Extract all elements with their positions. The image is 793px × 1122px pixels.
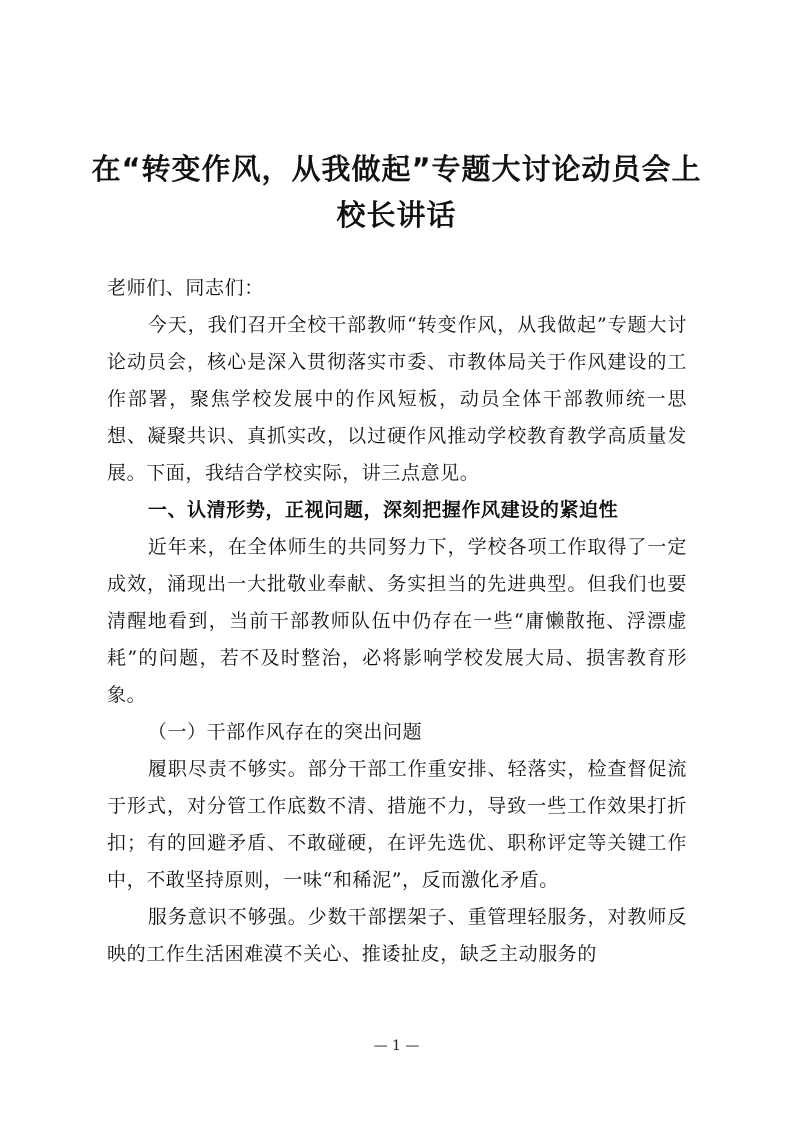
document-title: 在“转变作风，从我做起”专题大讨论动员会上校长讲话 xyxy=(91,152,702,232)
salutation: 老师们、同志们： xyxy=(107,277,264,299)
section-heading-1: 一、认清形势，正视问题，深刻把握作风建设的紧迫性 xyxy=(147,499,619,521)
document-body xyxy=(107,270,687,973)
section-1-paragraph: 近年来，在全体师生的共同努力下，学校各项工作取得了一定成效，涌现出一大批敬业奉献、务实担当的先进典型。但我们也要清醒地看到，当前干部教师队伍中仍存在一些“庸懒散拖、浮漂虚耗”的问题，若不及时整治，必将影响学校发展大局、损害教育形象。 xyxy=(107,536,687,706)
problem-paragraph-1: 履职尽责不够实。部分干部工作重安排、轻落实，检查督促流于形式，对分管工作底数不清、措施不力，导致一些工作效果打折扣；有的回避矛盾、不敢碰硬，在评先选优、职称评定等关键工作中，不敢坚持原则，一味“和稀泥”，反而激化矛盾。 xyxy=(107,758,687,891)
intro-paragraph: 今天，我们召开全校干部教师“转变作风，从我做起”专题大讨论动员会，核心是深入贯彻落实市委、市教体局关于作风建设的工作部署，聚焦学校发展中的作风短板，动员全体干部教师统一思想、凝聚共识、真抓实改，以过硬作风推动学校教育教学高质量发展。下面，我结合学校实际，讲三点意见。 xyxy=(107,314,687,484)
page-number: — 1 — xyxy=(373,1038,420,1054)
problem-paragraph-2: 服务意识不够强。少数干部摆架子、重管理轻服务，对教师反映的工作生活困难漠不关心、推诿扯皮，缺乏主动服务的 xyxy=(107,906,687,965)
subsection-heading-1: （一）干部作风存在的突出问题 xyxy=(147,721,423,743)
